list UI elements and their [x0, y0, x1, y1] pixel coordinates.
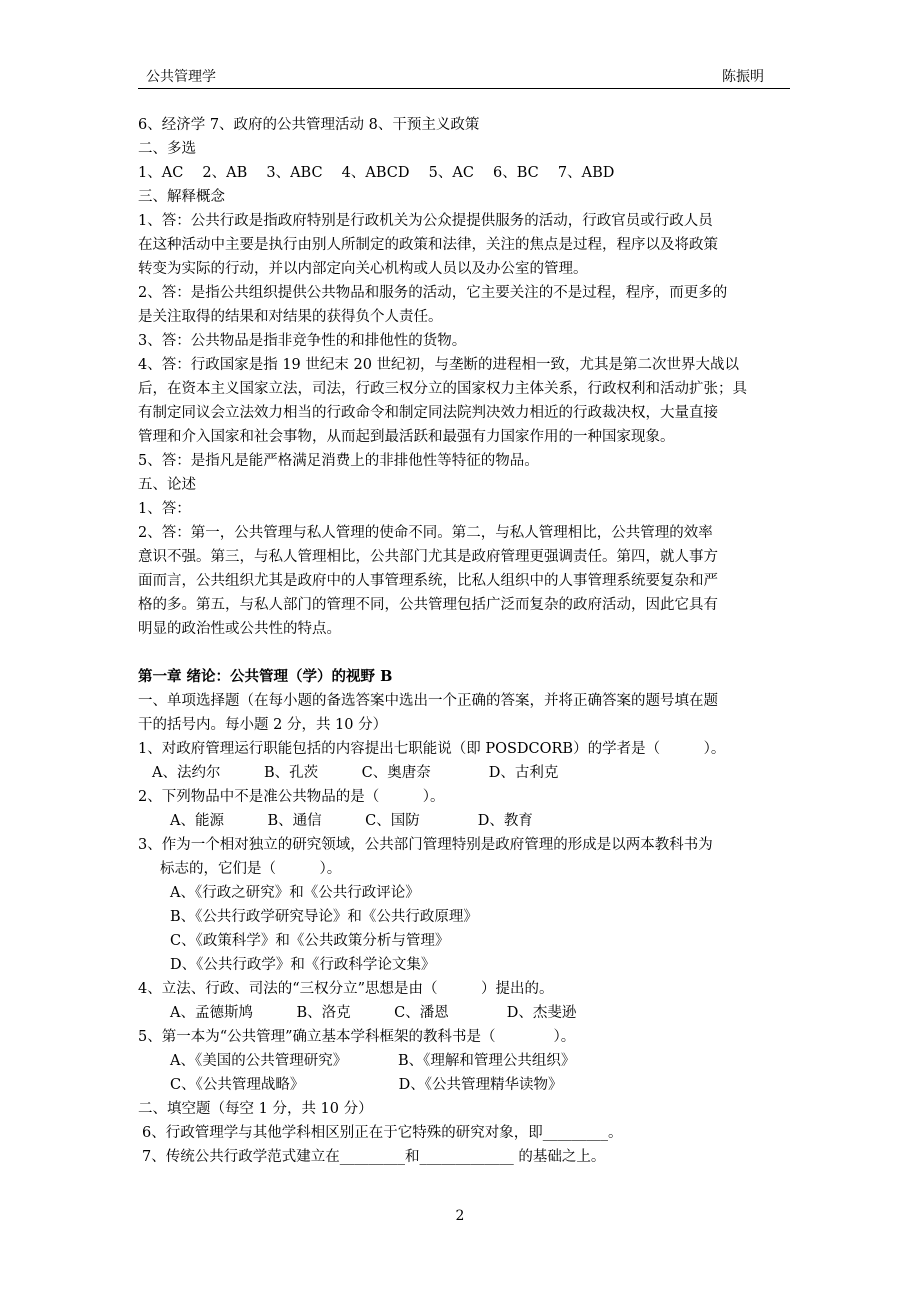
text-line: 转变为实际的行动，并以内部定向关心机构或人员以及办公室的管理。 [138, 261, 588, 277]
text-line: 1、AC 2、AB 3、ABC 4、ABCD 5、AC 6、BC 7、ABD [138, 165, 615, 181]
text-line: 是关注取得的结果和对结果的获得负个人责任。 [138, 309, 443, 325]
question-line: 7、传统公共行政学范式建立在_________和_____________ 的基础之上。 [142, 1149, 606, 1165]
text-line: 4、答：行政国家是指 19 世纪末 20 世纪初，与垄断的进程相一致，尤其是第二次世界大战以 [138, 357, 740, 373]
header-author: 陈振明 [722, 69, 764, 85]
question-line: 6、行政管理学与其他学科相区别正在于它特殊的研究对象，即_________。 [142, 1125, 623, 1141]
question-line: D、《公共行政学》和《行政科学论文集》 [170, 957, 436, 973]
header-course-title: 公共管理学 [146, 69, 216, 85]
text-line: 1、答：公共行政是指政府特别是行政机关为公众提提供服务的活动，行政官员或行政人员 [138, 213, 713, 229]
text-line: 二、多选 [138, 141, 196, 157]
answers-section [138, 113, 790, 641]
text-line: 管理和介入国家和社会事物，从而起到最活跃和最强有力国家作用的一种国家现象。 [138, 429, 675, 445]
page-header [138, 66, 790, 89]
page-number: 2 [455, 1208, 465, 1224]
question-line: 4、立法、行政、司法的“三权分立”思想是由（ ）提出的。 [138, 981, 554, 997]
text-line: 格的多。第五，与私人部门的管理不同，公共管理包括广泛而复杂的政府活动，因此它具有 [138, 597, 718, 613]
question-line: A、《行政之研究》和《公共行政评论》 [170, 885, 420, 901]
text-line: 后，在资本主义国家立法，司法，行政三权分立的国家权力主体关系，行政权利和活动扩张；具 [138, 381, 747, 397]
question-line: 5、第一本为“公共管理”确立基本学科框架的教科书是（ ）。 [138, 1029, 576, 1045]
question-line: 标志的，它们是（ ）。 [160, 861, 342, 877]
text-line: 5、答：是指凡是能严格满足消费上的非排他性等特征的物品。 [138, 453, 539, 469]
question-line: C、《公共管理战略》 D、《公共管理精华读物》 [170, 1077, 563, 1093]
question-line: C、《政策科学》和《公共政策分析与管理》 [170, 933, 450, 949]
text-line: 五、论述 [138, 477, 196, 493]
question-line: B、《公共行政学研究导论》和《公共行政原理》 [170, 909, 478, 925]
question-line: 二、填空题（每空 1 分，共 10 分） [138, 1101, 373, 1117]
question-line: A、《美国的公共管理研究》 B、《理解和管理公共组织》 [170, 1053, 576, 1069]
question-line: A、孟德斯鸠 B、洛克 C、潘恩 D、杰斐逊 [170, 1005, 577, 1021]
text-line: 6、经济学 7、政府的公共管理活动 8、干预主义政策 [138, 117, 480, 133]
text-line: 明显的政治性或公共性的特点。 [138, 621, 341, 637]
question-line: A、能源 B、通信 C、国防 D、教育 [170, 813, 533, 829]
question-line: 1、对政府管理运行职能包括的内容提出七职能说（即 POSDCORB）的学者是（ ）。 [138, 741, 726, 757]
questions-section [138, 689, 790, 1169]
question-line: A、法约尔 B、孔茨 C、奥唐奈 D、古利克 [152, 765, 559, 781]
text-line: 意识不强。第三，与私人管理相比，公共部门尤其是政府管理更强调责任。第四，就人事方 [138, 549, 718, 565]
text-line: 3、答：公共物品是指非竞争性的和排他性的货物。 [138, 333, 467, 349]
text-line: 2、答：第一，公共管理与私人管理的使命不同。第二，与私人管理相比，公共管理的效率 [138, 525, 713, 541]
text-line: 有制定同议会立法效力相当的行政命令和制定同法院判决效力相近的行政裁决权，大量直接 [138, 405, 718, 421]
question-line: 2、下列物品中不是准公共物品的是（ ）。 [138, 789, 445, 805]
question-line: 3、作为一个相对独立的研究领域，公共部门管理特别是政府管理的形成是以两本教科书为 [138, 837, 713, 853]
page-body [138, 113, 790, 1169]
text-line: 1、答： [138, 501, 191, 517]
text-line: 2、答：是指公共组织提供公共物品和服务的活动，它主要关注的不是过程，程序，而更多的 [138, 285, 728, 301]
text-line: 面而言，公共组织尤其是政府中的人事管理系统，比私人组织中的人事管理系统要复杂和严 [138, 573, 718, 589]
question-line: 一、单项选择题（在每小题的备选答案中选出一个正确的答案，并将正确答案的题号填在题 [138, 693, 718, 709]
text-line: 三、解释概念 [138, 189, 225, 205]
chapter-heading: 第一章 绪论：公共管理（学）的视野 B [138, 668, 393, 685]
question-line: 干的括号内。每小题 2 分，共 10 分） [138, 717, 388, 733]
text-line: 在这种活动中主要是执行由别人所制定的政策和法律，关注的焦点是过程，程序以及将政策 [138, 237, 718, 253]
